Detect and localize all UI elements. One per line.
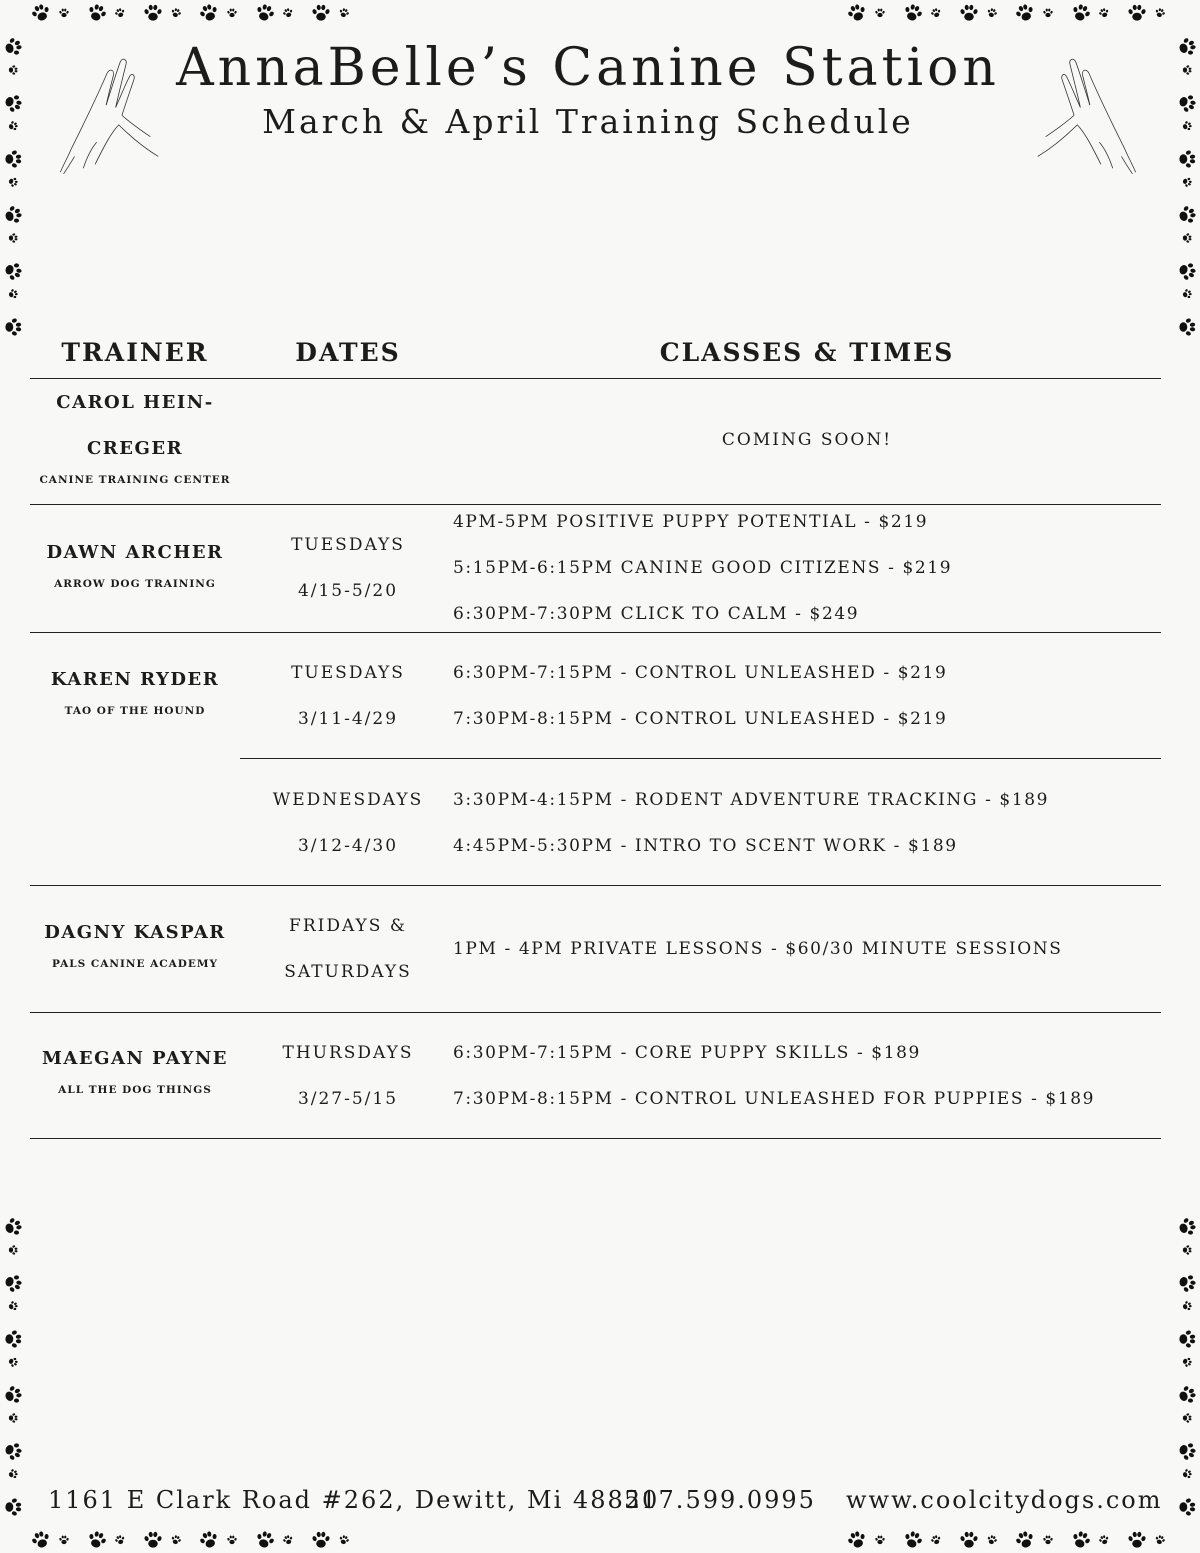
footer-phone: 517.599.0995	[624, 1486, 816, 1514]
paw-print-icon	[310, 2, 332, 24]
paw-print-icon	[1181, 1244, 1193, 1256]
paw-print-icon	[142, 1529, 164, 1551]
dates-cell	[250, 777, 446, 869]
paw-print-icon	[958, 2, 980, 24]
paw-print-icon	[1176, 1440, 1198, 1462]
paw-print-icon	[2, 204, 24, 226]
class-item: 5:15PM-6:15PM CANINE GOOD CITIZENS - $219	[453, 558, 953, 578]
trainer-name: DAWN ARCHER	[46, 542, 224, 563]
paw-print-icon	[1014, 1529, 1036, 1551]
paw-print-icon	[254, 2, 276, 24]
paw-print-icon	[1154, 1534, 1166, 1546]
paw-print-icon	[2, 1272, 24, 1294]
trainer-name: KAREN RYDER	[50, 669, 220, 690]
paw-print-icon	[198, 2, 220, 24]
paw-print-icon	[2, 260, 24, 282]
paw-print-icon	[170, 7, 182, 19]
paw-print-icon	[930, 7, 942, 19]
paw-print-icon	[2, 148, 24, 170]
paw-print-icon	[2, 1328, 24, 1350]
paw-print-icon	[1181, 1468, 1193, 1480]
trainer-maegan	[30, 1036, 240, 1098]
dates-cell	[250, 1030, 446, 1122]
classes-cell	[453, 1030, 1153, 1122]
classes-cell	[453, 926, 1153, 972]
paw-print-icon	[1181, 1300, 1193, 1312]
paw-print-icon	[7, 1468, 19, 1480]
paw-print-icon	[7, 1412, 19, 1424]
paw-print-icon	[986, 7, 998, 19]
header-classes: CLASSES & TIMES	[659, 338, 955, 367]
class-item: 6:30PM-7:30PM CLICK TO CALM - $249	[453, 604, 860, 624]
paw-print-icon	[198, 1529, 220, 1551]
dates-cell	[250, 903, 446, 995]
trainer-dawn	[30, 530, 240, 592]
class-day: TUESDAYS	[291, 663, 405, 683]
coming-soon-note: COMING SOON!	[721, 430, 893, 450]
trainer-org: ARROW DOG TRAINING	[54, 578, 216, 590]
paw-print-icon	[902, 2, 924, 24]
paw-print-icon	[1042, 7, 1054, 19]
table-rule	[30, 632, 1161, 633]
trainer-org: TAO OF THE HOUND	[64, 705, 206, 717]
page-title: AnnaBelle’s Canine Station	[176, 38, 1000, 98]
paw-print-icon	[1014, 2, 1036, 24]
paw-print-icon	[1181, 232, 1193, 244]
paw-print-icon	[1176, 36, 1198, 58]
paw-print-icon	[282, 7, 294, 19]
paw-print-icon	[1098, 7, 1110, 19]
dates-cell	[250, 522, 446, 614]
dates-cell	[250, 650, 446, 742]
date-range: 3/12-4/30	[297, 836, 399, 856]
paw-print-icon	[902, 1529, 924, 1551]
paw-print-icon	[958, 1529, 980, 1551]
paw-print-icon	[986, 1534, 998, 1546]
paw-print-icon	[1176, 1496, 1198, 1518]
footer-address: 1161 E Clark Road #262, Dewitt, Mi 48820	[48, 1486, 660, 1514]
paw-print-icon	[114, 1534, 126, 1546]
footer-website: www.coolcitydogs.com	[846, 1486, 1163, 1514]
class-day: TUESDAYS	[291, 535, 405, 555]
page-subtitle: March & April Training Schedule	[262, 102, 914, 141]
trainer-dagny	[30, 910, 240, 972]
date-range: 3/27-5/15	[297, 1089, 399, 1109]
class-item: 1PM - 4PM PRIVATE LESSONS - $60/30 MINUTE SESSIONS	[453, 939, 1063, 959]
paw-print-icon	[310, 1529, 332, 1551]
trainer-name-cont: CREGER	[86, 438, 184, 459]
trainer-karen	[30, 657, 240, 719]
class-item: 7:30PM-8:15PM - CONTROL UNLEASHED - $219	[453, 709, 948, 729]
class-item: 6:30PM-7:15PM - CORE PUPPY SKILLS - $189	[453, 1043, 921, 1063]
paw-print-icon	[1154, 7, 1166, 19]
paw-print-icon	[1042, 1534, 1054, 1546]
paw-print-icon	[2, 1496, 24, 1518]
header-dates: DATES	[295, 338, 401, 367]
paw-print-icon	[2, 1440, 24, 1462]
paw-print-icon	[1176, 260, 1198, 282]
paw-print-icon	[1181, 288, 1193, 300]
table-rule	[30, 1138, 1161, 1139]
paw-print-icon	[7, 288, 19, 300]
paw-print-icon	[142, 2, 164, 24]
paw-print-icon	[1176, 1272, 1198, 1294]
trainer-name: CAROL HEIN-	[56, 392, 214, 413]
class-item: 7:30PM-8:15PM - CONTROL UNLEASHED FOR PUPPIES - $189	[453, 1089, 1096, 1109]
trainer-org: CANINE TRAINING CENTER	[39, 474, 231, 486]
paw-print-icon	[2, 1384, 24, 1406]
paw-print-icon	[254, 1529, 276, 1551]
classes-cell	[453, 650, 1153, 742]
paw-print-icon	[1098, 1534, 1110, 1546]
paw-print-icon	[1070, 1529, 1092, 1551]
paw-print-icon	[7, 1244, 19, 1256]
paw-print-icon	[1181, 64, 1193, 76]
trainer-name: DAGNY KASPAR	[44, 922, 226, 943]
class-day: FRIDAYS &	[289, 916, 407, 936]
paw-print-icon	[1181, 1412, 1193, 1424]
paw-print-icon	[338, 7, 350, 19]
class-day: WEDNESDAYS	[272, 790, 424, 810]
paw-print-icon	[2, 316, 24, 338]
class-item: 4PM-5PM POSITIVE PUPPY POTENTIAL - $219	[453, 512, 929, 532]
date-range: 3/11-4/29	[297, 709, 399, 729]
paw-print-icon	[7, 1356, 19, 1368]
paw-print-icon	[170, 1534, 182, 1546]
table-rule-inner	[240, 758, 1161, 759]
table-rule	[30, 885, 1161, 886]
paw-print-icon	[1176, 204, 1198, 226]
class-item: 4:45PM-5:30PM - INTRO TO SCENT WORK - $189	[453, 836, 958, 856]
classes-cell	[453, 777, 1153, 869]
paw-print-icon	[846, 2, 868, 24]
paw-print-icon	[1176, 316, 1198, 338]
paw-print-icon	[2, 1216, 24, 1238]
paw-print-icon	[114, 7, 126, 19]
trainer-carol	[30, 380, 240, 488]
paw-print-icon	[58, 7, 70, 19]
class-item: 3:30PM-4:15PM - RODENT ADVENTURE TRACKING - $189	[453, 790, 1050, 810]
paw-print-icon	[874, 1534, 886, 1546]
date-range: 4/15-5/20	[297, 581, 399, 601]
paw-print-icon	[282, 1534, 294, 1546]
trainer-org: ALL THE DOG THINGS	[58, 1084, 212, 1096]
table-rule	[30, 1012, 1161, 1013]
paw-print-icon	[1126, 1529, 1148, 1551]
paw-print-icon	[30, 1529, 52, 1551]
paw-print-icon	[846, 1529, 868, 1551]
paw-print-icon	[1176, 1216, 1198, 1238]
paw-print-icon	[1181, 1356, 1193, 1368]
paw-print-icon	[338, 1534, 350, 1546]
paw-print-icon	[1181, 176, 1193, 188]
paw-print-icon	[1126, 2, 1148, 24]
paw-print-icon	[86, 1529, 108, 1551]
paw-print-icon	[930, 1534, 942, 1546]
paw-print-icon	[7, 176, 19, 188]
class-day: THURSDAYS	[282, 1043, 414, 1063]
date-range: SATURDAYS	[284, 962, 412, 982]
paw-print-icon	[30, 2, 52, 24]
trainer-name: MAEGAN PAYNE	[42, 1048, 228, 1069]
class-item: 6:30PM-7:15PM - CONTROL UNLEASHED - $219	[453, 663, 948, 683]
classes-cell	[453, 499, 1153, 637]
paw-print-icon	[7, 232, 19, 244]
paw-print-icon	[874, 7, 886, 19]
paw-print-icon	[226, 7, 238, 19]
paw-print-icon	[58, 1534, 70, 1546]
paw-print-icon	[1176, 1384, 1198, 1406]
paw-print-icon	[1176, 1328, 1198, 1350]
paw-print-icon	[1176, 92, 1198, 114]
paw-print-icon	[7, 1300, 19, 1312]
table-rule	[30, 378, 1161, 379]
paw-print-icon	[86, 2, 108, 24]
paw-print-icon	[1181, 120, 1193, 132]
trainer-org: PALS CANINE ACADEMY	[51, 958, 219, 970]
paw-print-icon	[1070, 2, 1092, 24]
paw-print-icon	[226, 1534, 238, 1546]
header-trainer: TRAINER	[61, 338, 209, 367]
paw-print-icon	[1176, 148, 1198, 170]
